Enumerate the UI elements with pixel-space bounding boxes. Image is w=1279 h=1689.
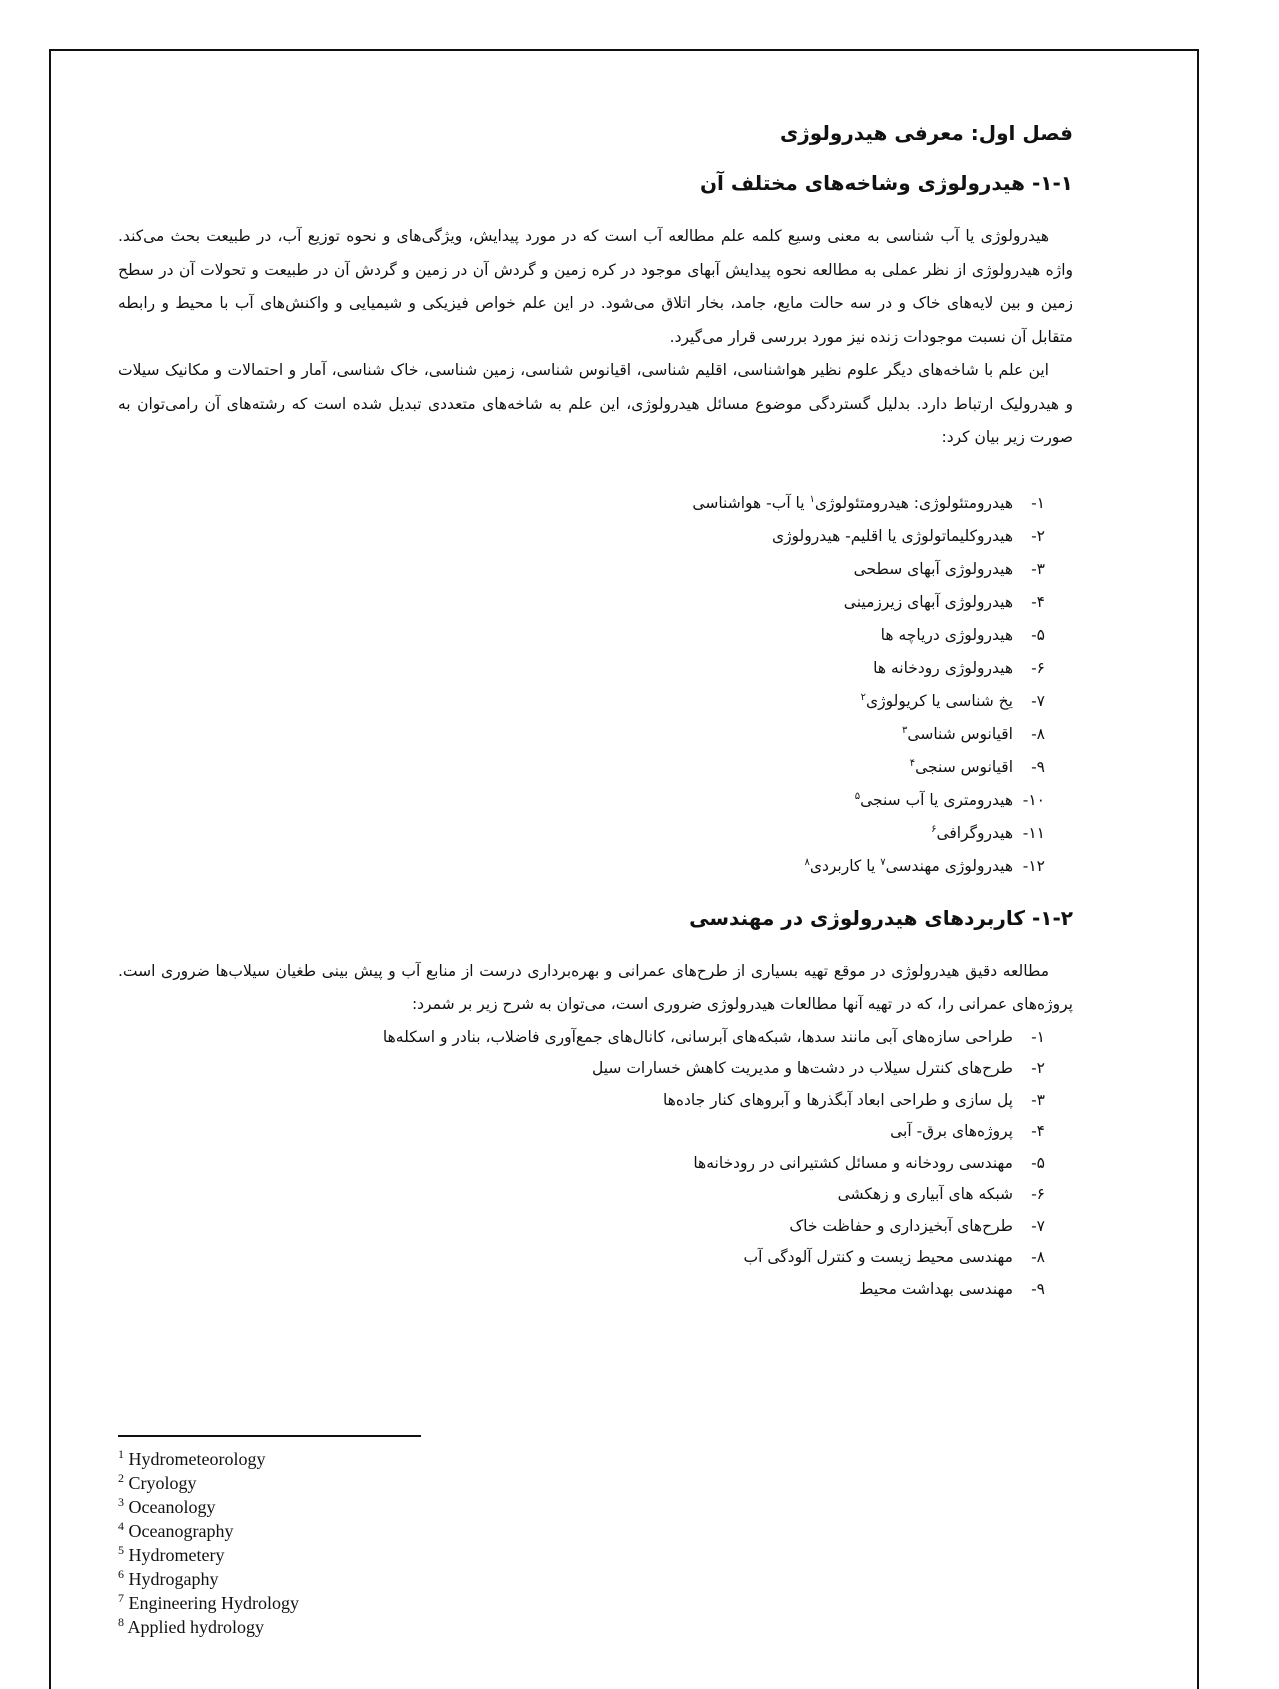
list-item xyxy=(118,850,1073,883)
section-1-paragraph-2: این علم با شاخه‌های دیگر علوم نظیر هواشناسی، اقلیم شناسی، اقیانوس شناسی، زمین شناسی، خاک شناسی، آمار و احتمالات و مکانیک سیلات و هیدرولیک ارتباط دارد. بدلیل گستردگی موضوع مسائل هیدرولوژی، این علم به شاخه‌های متعددی تبدیل شده است که رشته‌های آن رامی‌توان به صورت زیر بیان کرد: xyxy=(118,361,1073,446)
list-item-number: ۴- xyxy=(1031,592,1045,611)
list-item-text: هیدرولوژی مهندسی xyxy=(885,856,1013,875)
footnote xyxy=(118,1591,299,1615)
list-item-number: ۲- xyxy=(1031,1059,1045,1077)
list-item xyxy=(118,685,1073,718)
engineering-applications-list xyxy=(118,1022,1073,1306)
footnote-marker: ۶ xyxy=(931,823,937,835)
list-item xyxy=(118,1116,1073,1148)
list-item-text: هیدروکلیماتولوژی یا اقلیم- هیدرولوژی xyxy=(771,526,1013,545)
footnote-marker: ۴ xyxy=(909,757,916,769)
footnote-text: Hydrometery xyxy=(128,1545,225,1565)
footnote xyxy=(118,1519,299,1543)
footnote xyxy=(118,1567,299,1591)
list-item-text: پل سازی و طراحی ابعاد آبگذرها و آبروهای کنار جاده‌ها xyxy=(663,1090,1013,1109)
list-item-text: طراحی سازه‌های آبی مانند سدها، شبکه‌های آبرسانی، کانال‌های جمع‌آوری فاضلاب، بنادر و اسکله‌ها xyxy=(382,1027,1013,1046)
list-item-text: پروژه‌های برق- آبی xyxy=(890,1122,1013,1140)
footnote-marker: ۵ xyxy=(854,790,861,802)
list-item-number: ۳- xyxy=(1031,1090,1045,1109)
list-item xyxy=(118,1085,1073,1117)
list-item xyxy=(118,520,1073,553)
footnote-text: Oceanography xyxy=(128,1521,234,1541)
list-item xyxy=(118,652,1073,685)
list-item xyxy=(118,487,1073,520)
list-item-number: ۸- xyxy=(1031,724,1045,743)
section-1-title: ۱-۱- هیدرولوژی وشاخه‌های مختلف آن xyxy=(699,171,1073,195)
section-2-title: ۱-۲- کاربردهای هیدرولوژی در مهندسی xyxy=(689,905,1073,930)
list-item xyxy=(118,751,1073,784)
footnote-marker: ۳ xyxy=(902,724,908,736)
footnote-number: 5 xyxy=(118,1543,124,1557)
list-item-text: طرح‌های کنترل سیلاب در دشت‌ها و مدیریت کاهش خسارات سیل xyxy=(592,1059,1013,1077)
list-item-text: هیدروگرافی xyxy=(936,823,1013,842)
footnote xyxy=(118,1471,299,1495)
list-item-text-continued: یا آب- هواشناسی xyxy=(692,493,805,512)
list-item xyxy=(118,817,1073,850)
footnote-text: Cryology xyxy=(128,1473,197,1493)
list-item-number: ۷- xyxy=(1031,691,1045,710)
list-item-text: هیدرومتری یا آب سنجی xyxy=(860,790,1013,809)
footnote xyxy=(118,1447,299,1471)
list-item-number: ۱- xyxy=(1031,493,1045,512)
list-item-text: یخ شناسی یا کریولوژی xyxy=(865,691,1013,710)
list-item-number: ۶- xyxy=(1031,1185,1045,1203)
list-item-text: هیدرولوژی آبهای زیرزمینی xyxy=(843,592,1013,611)
list-item-number: ۴- xyxy=(1031,1122,1045,1140)
list-item xyxy=(118,1053,1073,1085)
footnote-separator xyxy=(118,1435,421,1437)
list-item-number: ۱۱- xyxy=(1022,823,1045,842)
footnote xyxy=(118,1615,299,1639)
list-item-text: اقیانوس شناسی xyxy=(907,724,1013,743)
footnote-number: 6 xyxy=(118,1567,124,1581)
list-item xyxy=(118,784,1073,817)
list-item xyxy=(118,1179,1073,1211)
footnote-marker: ۲ xyxy=(860,691,866,703)
list-item-text: هیدرولوژی آبهای سطحی xyxy=(853,559,1013,578)
section-1-paragraph-1: هیدرولوژی یا آب شناسی به معنی وسیع کلمه علم مطالعه آب است که در مورد پیدایش، ویژگی‌های و نحوه توزیع آب، در طبیعت بحث می‌کند. واژه هیدرولوژی از نظر عملی به مطالعه نحوه پیدایش آبهای موجود در کره زمین و گردش آن در زمین و گردش آن در طبیعت و تحولات آن در سطح زمین و بین لایه‌های خاک و در سه حالت مایع، جامد، بخار اتلاق می‌شود. در این علم خواص فیزیکی و شیمیایی و واکنش‌های آب با محیط و رابطه متقابل آن نسبت موجودات زنده نیز مورد بررسی قرار می‌گیرد. xyxy=(118,227,1073,346)
footnote-number: 1 xyxy=(118,1447,124,1461)
list-item xyxy=(118,1242,1073,1274)
list-item-text: هیدرولوژی رودخانه ها xyxy=(873,658,1013,677)
list-item-text-continued: یا کاربردی xyxy=(809,856,876,875)
footnote xyxy=(118,1495,299,1519)
list-item-number: ۱- xyxy=(1031,1027,1045,1046)
list-item-number: ۱۰- xyxy=(1022,790,1045,809)
footnote-number: 3 xyxy=(118,1495,124,1509)
footnote-text: Hydrometeorology xyxy=(128,1449,266,1469)
list-item-text: مهندسی بهداشت محیط xyxy=(859,1279,1013,1298)
footnotes xyxy=(118,1447,299,1639)
section-2-paragraph: مطالعه دقیق هیدرولوژی در موقع تهیه بسیاری از طرح‌های عمرانی و بهره‌برداری درست از منابع آب و پیش بینی طغیان سیلاب‌ها ضروری است. پروژه‌های عمرانی را، که در تهیه آنها مطالعات هیدرولوژی ضروری است، می‌توان به شرح زیر بر شمرد: xyxy=(118,961,1073,1013)
list-item-number: ۸- xyxy=(1031,1248,1045,1266)
list-item-number: ۹- xyxy=(1031,757,1045,776)
list-item-number: ۵- xyxy=(1031,625,1045,644)
list-item-text: هیدرومتئولوژی: هیدرومتئولوژی xyxy=(814,493,1013,512)
footnote-number: 2 xyxy=(118,1471,124,1485)
list-item-text: مهندسی محیط زیست و کنترل آلودگی آب xyxy=(743,1248,1013,1266)
footnote-text: Engineering Hydrology xyxy=(128,1593,299,1613)
list-item xyxy=(118,1022,1073,1054)
list-item xyxy=(118,1211,1073,1243)
list-item-text: مهندسی رودخانه و مسائل کشتیرانی در رودخانه‌ها xyxy=(693,1153,1013,1172)
list-item-number: ۳- xyxy=(1031,559,1045,578)
footnote-text: Applied hydrology xyxy=(127,1617,265,1637)
chapter-title: فصل اول: معرفی هیدرولوژی xyxy=(779,121,1073,145)
list-item xyxy=(118,1274,1073,1306)
list-item-text: هیدرولوژی دریاچه ها xyxy=(880,625,1013,644)
footnote-marker: ۸ xyxy=(804,856,810,868)
hydrology-branches-list xyxy=(118,487,1073,883)
list-item xyxy=(118,586,1073,619)
footnote xyxy=(118,1543,299,1567)
footnote-text: Oceanology xyxy=(128,1497,216,1517)
list-item xyxy=(118,718,1073,751)
footnote-marker: ۷ xyxy=(880,856,886,868)
list-item-text: طرح‌های آبخیزداری و حفاظت خاک xyxy=(789,1216,1013,1235)
footnote-text: Hydrogaphy xyxy=(128,1569,219,1589)
footnote-marker: ۱ xyxy=(809,493,815,505)
list-item-text: شبکه های آبیاری و زهکشی xyxy=(837,1185,1013,1203)
list-item-text: اقیانوس سنجی xyxy=(915,757,1013,776)
list-item xyxy=(118,619,1073,652)
list-item-number: ۹- xyxy=(1031,1279,1045,1298)
list-item xyxy=(118,553,1073,586)
document-body xyxy=(118,118,1073,1305)
list-item-number: ۶- xyxy=(1031,658,1045,677)
list-item xyxy=(118,1148,1073,1180)
footnote-number: 7 xyxy=(118,1591,124,1605)
list-item-number: ۵- xyxy=(1031,1153,1045,1172)
list-item-number: ۷- xyxy=(1031,1216,1045,1235)
list-item-number: ۱۲- xyxy=(1022,856,1045,875)
list-item-number: ۲- xyxy=(1031,526,1045,545)
footnote-number: 4 xyxy=(118,1519,124,1533)
footnote-number: 8 xyxy=(118,1615,124,1629)
